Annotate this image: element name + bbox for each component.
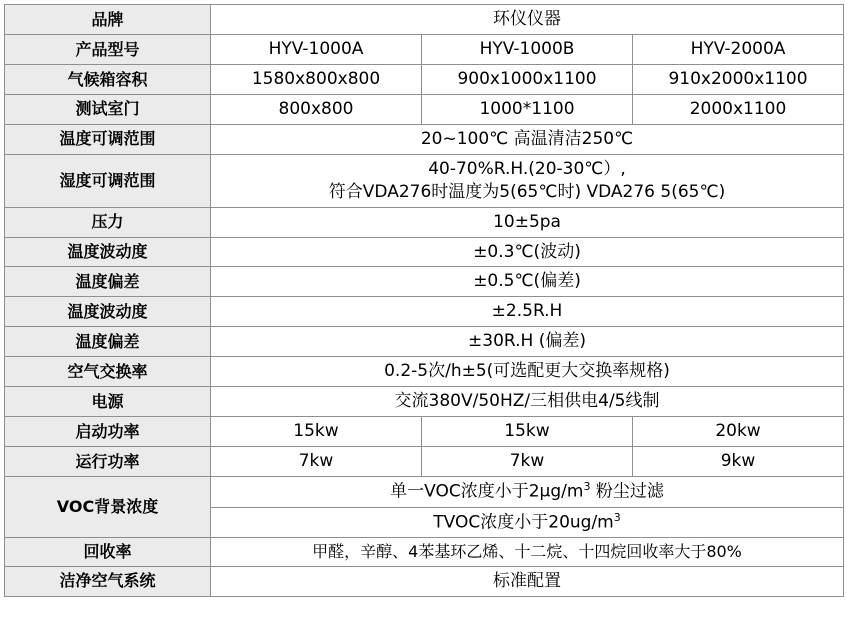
table-row [5,267,844,297]
row-label-brand: 品牌 [5,5,211,35]
humidity-range-line-2: 符合VDA276时温度为5(65℃时) VDA276 5(65℃) [328,181,726,202]
table-row [5,327,844,357]
table-row [5,34,844,64]
row-label-chamber-volume: 气候箱容积 [5,64,211,94]
row-value-voc-background-2 [211,507,844,538]
row-value-voc-background-1 [211,477,844,508]
table-row [5,417,844,447]
voc-text-2: TVOC浓度小于20ug/m [433,512,614,533]
row-label-model: 产品型号 [5,34,211,64]
row-value-recovery-rate: 甲醛，辛醇、4苯基环乙烯、十二烷、十四烷回收率大于80% [211,538,844,567]
row-value-temp-fluctuation-2: ±2.5R.H [211,297,844,327]
voc-text-1: 单一VOC浓度小于2μg/m [390,481,584,502]
row-label-clean-air-system: 洁净空气系统 [5,566,211,596]
row-label-temp-range: 温度可调范围 [5,124,211,154]
table-row [5,237,844,267]
row-value-temp-deviation-2: ±30R.H (偏差) [211,327,844,357]
row-value-running-power-a: 7kw [211,447,422,477]
row-label-temp-deviation-2: 温度偏差 [5,327,211,357]
table-row [5,357,844,387]
row-label-pressure: 压力 [5,207,211,237]
table-row [5,297,844,327]
row-value-startup-power-b: 15kw [422,417,633,447]
table-row [5,154,844,207]
row-value-model-a: HYV-1000A [211,34,422,64]
row-value-test-door-c: 2000x1100 [633,94,844,124]
row-value-model-b: HYV-1000B [422,34,633,64]
voc-suffix-1: 粉尘过滤 [590,481,664,502]
row-value-temp-deviation-1: ±0.5℃(偏差) [211,267,844,297]
row-label-temp-fluctuation-2: 温度波动度 [5,297,211,327]
row-label-temp-deviation-1: 温度偏差 [5,267,211,297]
row-value-pressure: 10±5pa [211,207,844,237]
table-row [5,387,844,417]
row-value-temp-range: 20~100℃ 高温清洁250℃ [211,124,844,154]
specification-table-body [5,5,844,597]
table-row [5,5,844,35]
row-value-model-c: HYV-2000A [633,34,844,64]
row-value-test-door-b: 1000*1100 [422,94,633,124]
row-value-humidity-range [211,154,844,207]
row-value-chamber-volume-b: 900x1000x1100 [422,64,633,94]
row-value-air-exchange-rate: 0.2-5次/h±5(可选配更大交换率规格) [211,357,844,387]
row-value-brand: 环仪仪器 [211,5,844,35]
row-label-temp-fluctuation-1: 温度波动度 [5,237,211,267]
row-label-running-power: 运行功率 [5,447,211,477]
row-label-recovery-rate: 回收率 [5,538,211,567]
humidity-range-line-1: 40-70%R.H.(20-30℃）, [428,158,626,179]
voc-sup-1: 3 [583,480,591,493]
row-value-running-power-b: 7kw [422,447,633,477]
row-value-temp-fluctuation-1: ±0.3℃(波动) [211,237,844,267]
row-value-test-door-a: 800x800 [211,94,422,124]
voc-sup-2: 3 [613,510,621,524]
row-value-startup-power-c: 20kw [633,417,844,447]
row-label-power-supply: 电源 [5,387,211,417]
row-label-startup-power: 启动功率 [5,417,211,447]
row-value-running-power-c: 9kw [633,447,844,477]
row-value-chamber-volume-c: 910x2000x1100 [633,64,844,94]
table-row [5,566,844,596]
row-value-power-supply: 交流380V/50HZ/三相供电4/5线制 [211,387,844,417]
row-label-humidity-range: 湿度可调范围 [5,154,211,207]
specification-table [4,4,844,597]
table-row [5,64,844,94]
table-row [5,207,844,237]
table-row [5,477,844,508]
table-row [5,447,844,477]
table-row [5,94,844,124]
row-label-air-exchange-rate: 空气交换率 [5,357,211,387]
table-row [5,538,844,567]
table-row [5,124,844,154]
row-value-startup-power-a: 15kw [211,417,422,447]
row-value-chamber-volume-a: 1580x800x800 [211,64,422,94]
row-value-clean-air-system: 标准配置 [211,566,844,596]
row-label-test-door: 测试室门 [5,94,211,124]
row-label-voc-background: VOC背景浓度 [5,477,211,538]
